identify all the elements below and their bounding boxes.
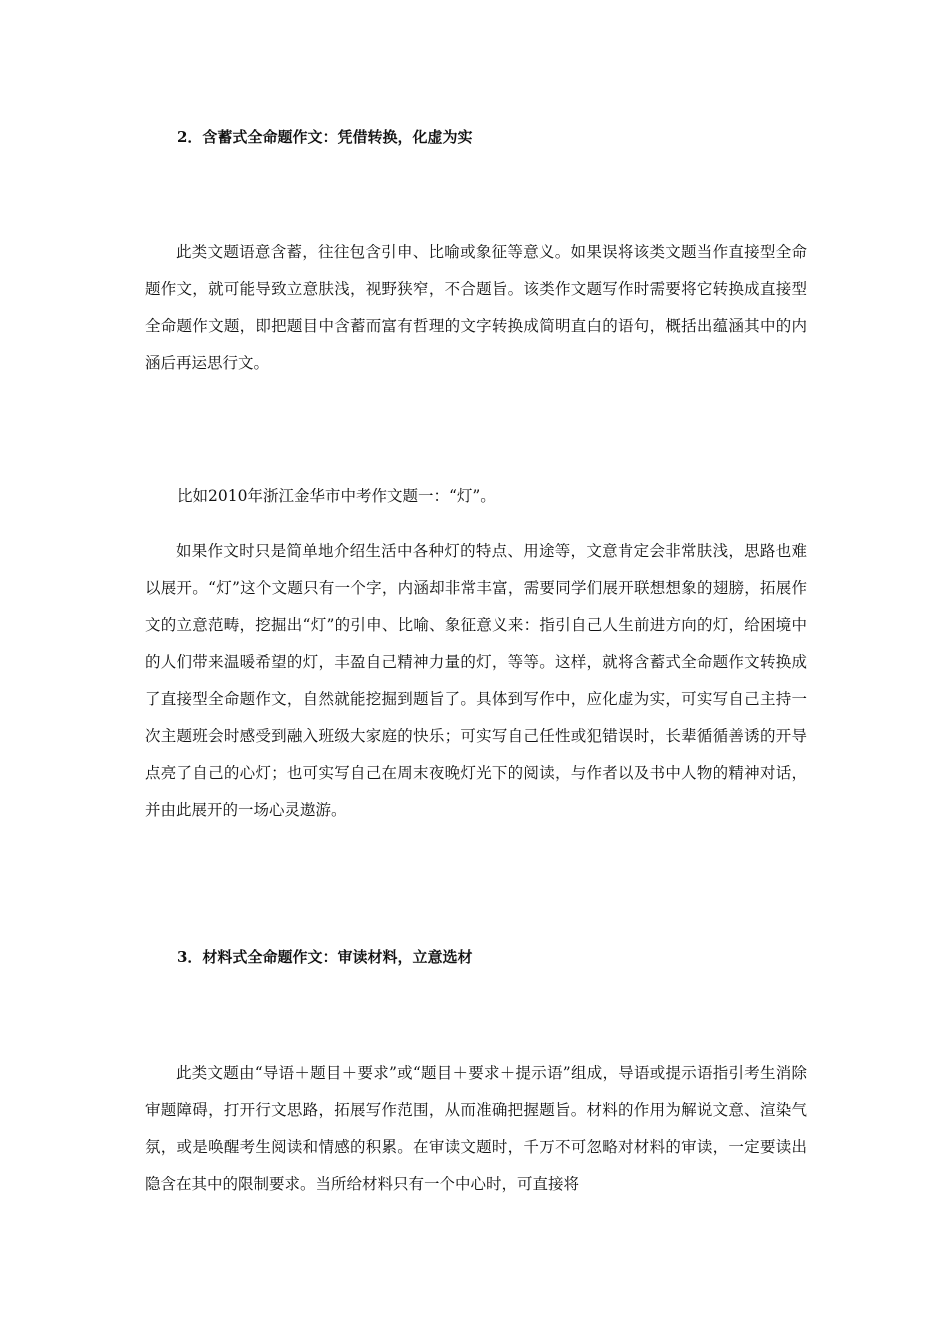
- section-2-heading: 2．含蓄式全命题作文：凭借转换，化虚为实: [177, 128, 473, 146]
- section-2-paragraph-2: 如果作文时只是简单地介绍生活中各种灯的特点、用途等，文意肯定会非常肤浅，思路也难以展开。“灯”这个文题只有一个字，内涵却非常丰富，需要同学们展开联想想象的翅膀，拓展作文的立意范畴，挖掘出“灯”的引申、比喻、象征意义来：指引自己人生前进方向的灯，给困境中的人们带来温暖希望的灯，丰盈自己精神力量的灯，等等。这样，就将含蓄式全命题作文转换成了直接型全命题作文，自然就能挖掘到题旨了。具体到写作中，应化虚为实，可实写自己主持一次主题班会时感受到融入班级大家庭的快乐；可实写自己任性或犯错误时，长辈循循善诱的开导点亮了自己的心灯；也可实写自己在周末夜晚灯光下的阅读，与作者以及书中人物的精神对话，并由此展开的一场心灵遨游。: [145, 542, 807, 819]
- section-3-paragraph-1: 此类文题由“导语＋题目＋要求”或“题目＋要求＋提示语”组成，导语或提示语指引考生消除审题障碍，打开行文思路，拓展写作范围，从而准确把握题旨。材料的作用为解说文意、渲染气氛，或是唤醒考生阅读和情感的积累。在审读文题时，千万不可忽略对材料的审读，一定要读出隐含在其中的限制要求。当所给材料只有一个中心时，可直接将: [145, 1064, 807, 1193]
- section-2-example: 比如2010年浙江金华市中考作文题一：“灯”。: [177, 487, 496, 505]
- section-3-heading: 3．材料式全命题作文：审读材料，立意选材: [177, 948, 473, 966]
- section-2-paragraph-1: 此类文题语意含蓄，往往包含引申、比喻或象征等意义。如果误将该类文题当作直接型全命题作文，就可能导致立意肤浅，视野狭窄，不合题旨。该类作文题写作时需要将它转换成直接型全命题作文题，即把题目中含蓄而富有哲理的文字转换成简明直白的语句，概括出蕴涵其中的内涵后再运思行文。: [145, 243, 807, 372]
